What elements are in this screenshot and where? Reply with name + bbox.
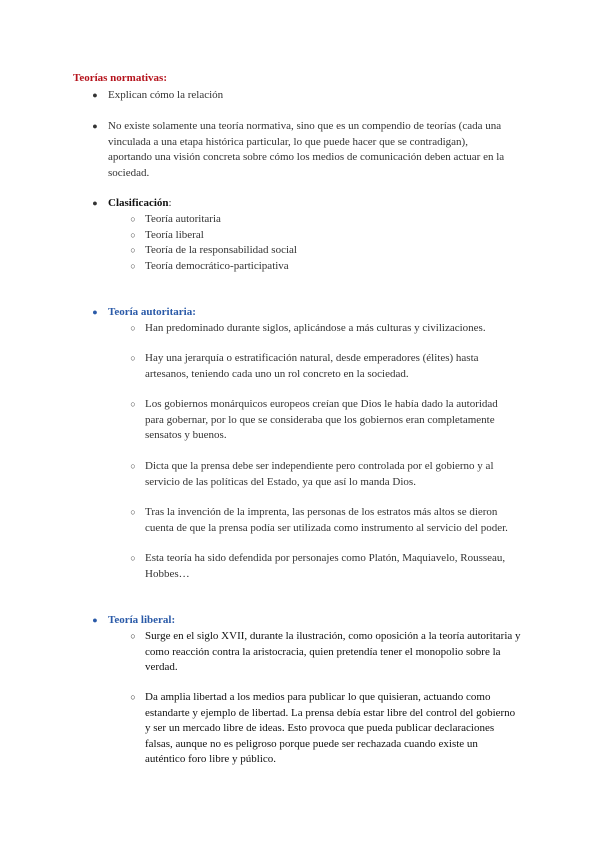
bullet-dot-icon: ● bbox=[92, 307, 98, 317]
heading-teoria-liberal: Teoría liberal: bbox=[108, 614, 176, 626]
bullet-dot-icon: ● bbox=[92, 615, 98, 625]
bullet-circle-icon: ○ bbox=[130, 230, 136, 240]
heading-teoria-autoritaria: Teoría autoritaria: bbox=[108, 306, 196, 318]
heading-teorias-normativas: Teorías normativas: bbox=[73, 72, 168, 84]
bullet-circle-icon: ○ bbox=[130, 507, 136, 517]
document-page: Teorías normativas: ● Explican cómo la relación ● No existe solamente una teoría normativa, sino que es un compendio de teorías (cada una vinculada a una etapa histórica particular, lo que puede hacer que se contradigan), aportando una visión concreta sobre cómo los medios de comunicación deben actuar en la sociedad. ● Clasificación: ○ Teoría autoritaria ○ Teoría liberal ○ Teoría de la responsabilidad social ○ Teoría democrático-participativa ● Teoría autoritaria: ○ Han predominado durante siglos, aplicándose a más culturas y civilizaciones. ○ Hay una jerarquía o estratificación natural, desde emperadores (élites) hasta artesanos, teniendo cada uno un rol concreto en la sociedad. ○ Los gobiernos monárquicos europeos creían que Dios le había dado la autoridad para gobernar, por lo que se consideraba que los gobiernos eran completamente sensatos y buenos. ○ Dicta que la prensa debe ser independiente pero controlada por el gobierno y al servicio de las políticas del Estado, ya que así lo manda Dios. ○ Tras la invención de la imprenta, las personas de los estratos más altos se dieron cuenta de que la prensa podía ser utilizada como instrumento al servicio del poder. ○ Esta teoría ha sido defendida por personajes como Platón, Maquiavelo, Rousseau, Hobbes… ● Teoría liberal: ○ Surge en el siglo XVII, durante la ilustración, como oposición a la teoría autoritaria y como reacción contra la aristocracia, quien pretendía tener el monopolio sobre la verdad. ○ Da amplia libertad a los medios para publicar lo que quisieran, actuando como estandarte y ejemplo de libertad. La prensa debía estar libre del control del gobierno y ser un mercado libre de ideas. Esto provoca que pueda publicar declaraciones falsas, aunque no es peligroso porque puede ser rechazada cuando existe un auténtico foro libre y público. bbox=[0, 0, 600, 848]
bullet-circle-icon: ○ bbox=[130, 214, 136, 224]
bullet-dot-icon: ● bbox=[92, 90, 98, 100]
bullet-circle-icon: ○ bbox=[130, 399, 136, 409]
bullet-dot-icon: ● bbox=[92, 121, 98, 131]
bullet-circle-icon: ○ bbox=[130, 553, 136, 563]
bullet-circle-icon: ○ bbox=[130, 245, 136, 255]
bullet-circle-icon: ○ bbox=[130, 692, 136, 702]
bullet-dot-icon: ● bbox=[92, 198, 98, 208]
bullet-circle-icon: ○ bbox=[130, 461, 136, 471]
bullet-circle-icon: ○ bbox=[130, 353, 136, 363]
bullet-circle-icon: ○ bbox=[130, 261, 136, 271]
bullet-circle-icon: ○ bbox=[130, 323, 136, 333]
bullet-circle-icon: ○ bbox=[130, 631, 136, 641]
